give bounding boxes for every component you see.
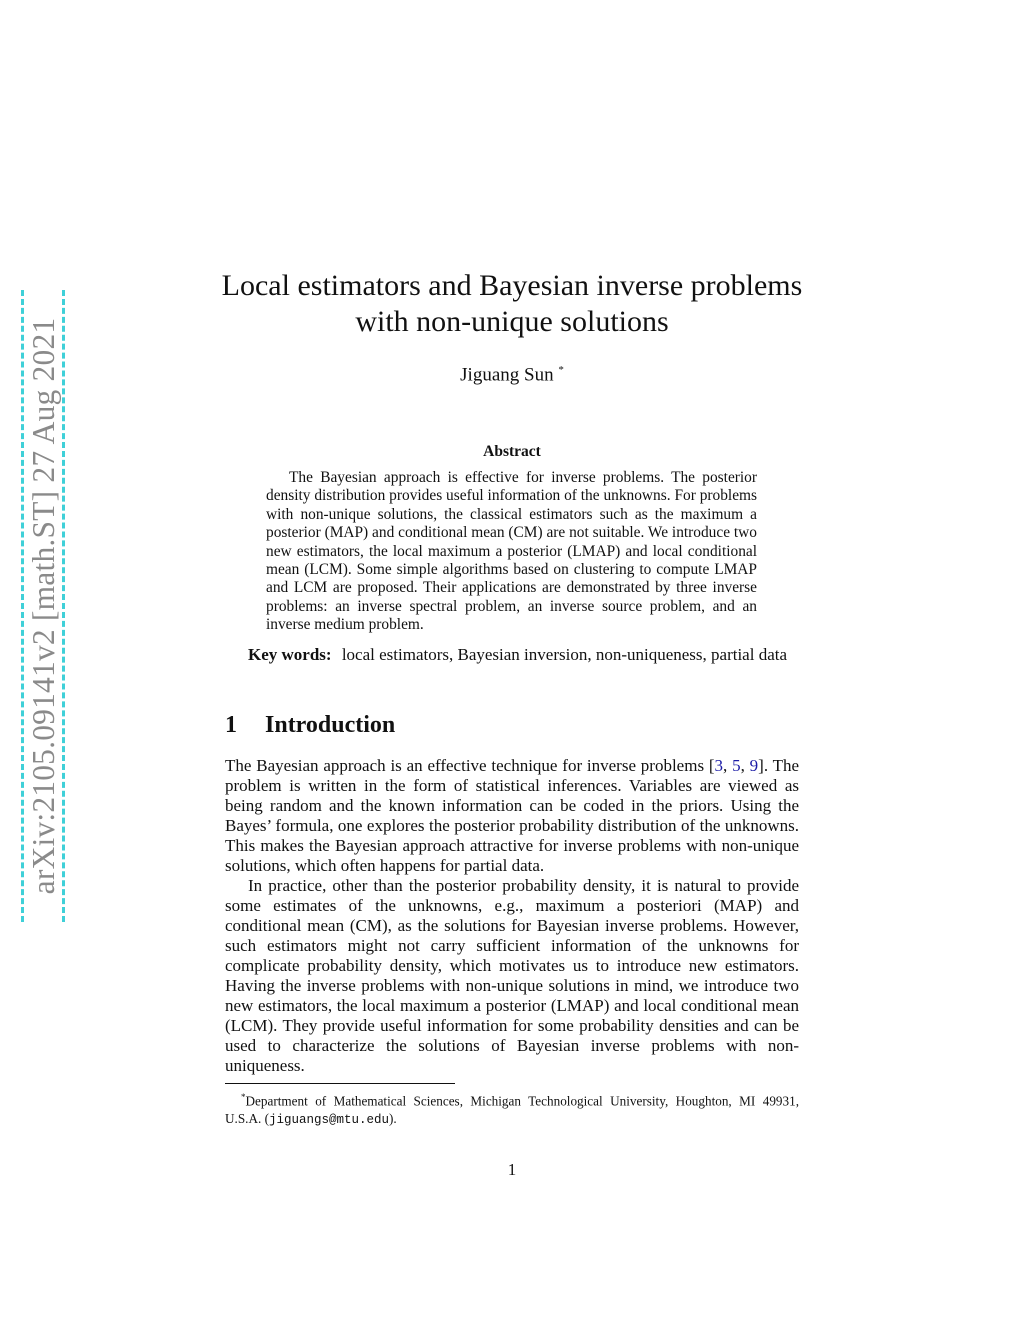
keywords-label: Key words: — [248, 645, 332, 664]
citation-separator: , — [723, 756, 733, 775]
title-line-2: with non-unique solutions — [355, 305, 669, 338]
author — [0, 364, 1024, 386]
abstract-text: The Bayesian approach is effective for inverse problems. The posterior density distribution provides useful information of the unknowns. For problems with non-unique solutions, the classical estimators such as the maximum a posterior (MAP) and conditional mean (CM) are not suitable. We introduce two new estimators, the local maximum a posterior (LMAP) and local conditional mean (LCM). Some simple algorithms based on clustering to compute LMAP and LCM are proposed. Their applications are demonstrated by three inverse problems: an inverse spectral problem, an inverse source problem, and an inverse medium problem. — [266, 469, 757, 634]
citation-link[interactable]: 3 — [714, 756, 724, 775]
author-footnote-mark[interactable]: * — [558, 364, 564, 376]
footnote-end: ). — [389, 1111, 397, 1127]
author-name: Jiguang Sun — [460, 364, 554, 386]
paper-title — [0, 268, 1024, 340]
keywords — [225, 645, 799, 665]
footnote-mark: * — [241, 1092, 246, 1102]
section-heading — [225, 712, 395, 739]
paragraph-2: In practice, other than the posterior probability density, it is natural to provide some estimates of the unknowns, e.g., maximum a posteriori (MAP) and conditional mean (CM), as the solutions for Bayesian inverse problems. However, such estimators might not carry sufficient information of the unknowns for complicate probability density, which motivates us to introduce new estimators. Having the inverse problems with non-unique solutions in mind, we introduce two new estimators, the local maximum a posterior (LMAP) and local conditional mean (LCM). They provide useful information for some probability densities and can be used to characterize the solutions of Bayesian inverse problems with non-uniqueness. — [225, 876, 799, 1075]
footnote-email[interactable]: jiguangs@mtu.edu — [268, 1113, 389, 1128]
arxiv-stamp: arXiv:2105.09141v2 [math.ST] 27 Aug 2021 — [26, 317, 61, 895]
footnote-rule — [225, 1083, 455, 1084]
introduction-body — [225, 756, 799, 1076]
abstract-heading: Abstract — [483, 443, 541, 460]
citation-link[interactable]: 5 — [732, 756, 741, 775]
footnote-text: Department of Mathematical Sciences, Michigan Technological University, Houghton, MI 49931, U.S.A. ( — [225, 1093, 799, 1127]
title-line-1: Local estimators and Bayesian inverse problems — [221, 269, 803, 302]
paragraph-1-text: The Bayesian approach is an effective technique for inverse problems [ — [225, 756, 715, 775]
citation-link[interactable]: 9 — [749, 756, 759, 775]
paragraph-1-rest: ]. The problem is written in the form of statistical inferences. Variables are viewed as being random and the known information can be coded in the priors. Using the Bayes’ formula, one explores the posterior probability distribution of the unknowns. This makes the Bayesian approach attractive for inverse problems with non-unique solutions, which often happens for partial data. — [225, 756, 800, 875]
citation-separator: , — [740, 756, 750, 775]
keywords-text: local estimators, Bayesian inversion, non-uniqueness, partial data — [341, 645, 788, 664]
section-title: Introduction — [265, 712, 396, 738]
paragraph-1 — [225, 756, 799, 876]
footnote — [225, 1088, 799, 1129]
page-number: 1 — [507, 1160, 517, 1179]
section-number: 1 — [225, 712, 237, 738]
